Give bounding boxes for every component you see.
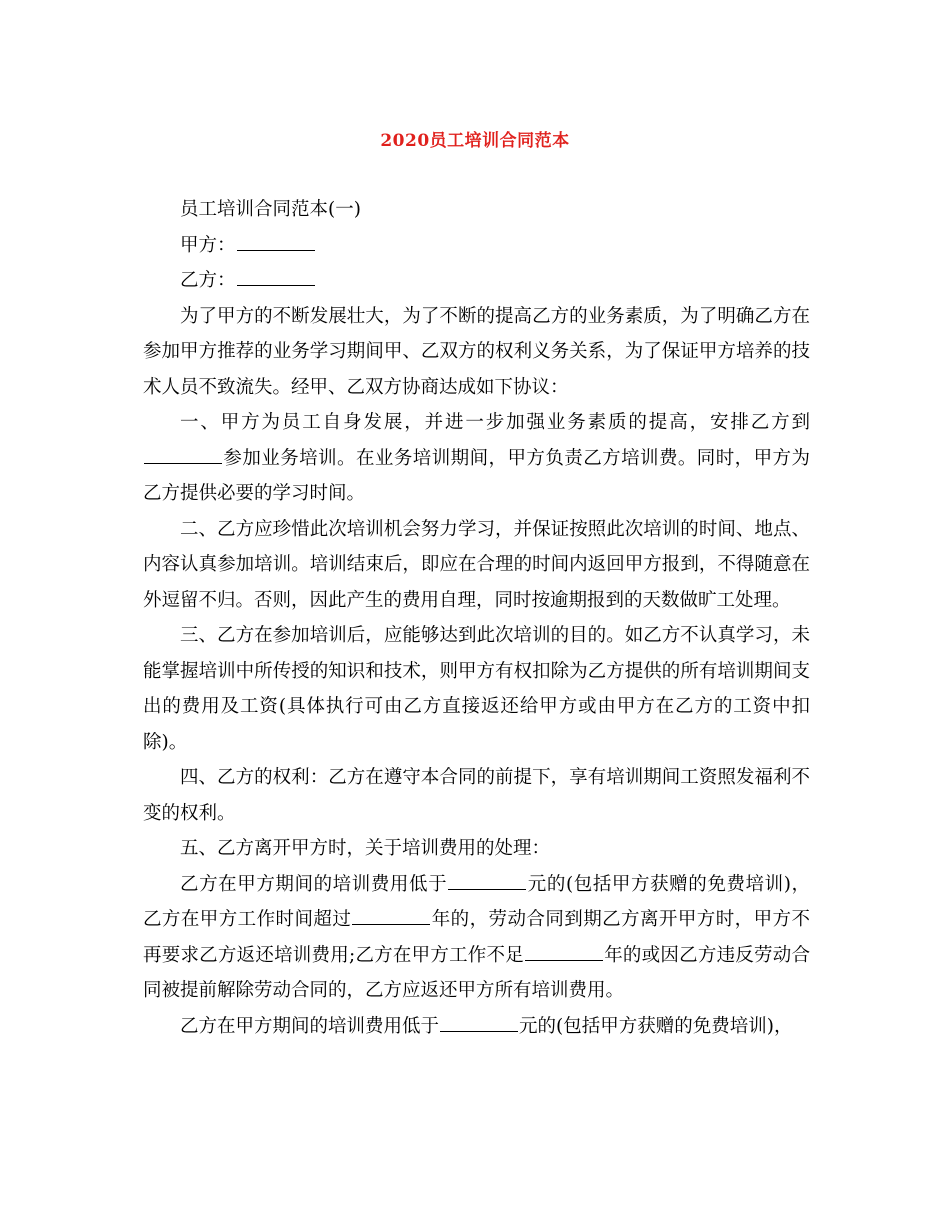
blank-line	[352, 923, 430, 925]
blank-line	[237, 249, 315, 251]
document-title: 2020员工培训合同范本	[380, 131, 570, 151]
clause-5-p1-text-b: 元的(包括甲方获赠的免费培训)，乙方在甲方工作时间超过	[143, 873, 810, 930]
blank-line	[448, 888, 526, 890]
party-a-line	[143, 228, 810, 264]
clause-1-text-a: 一、甲方为员工自身发展，并进一步加强业务素质的提高，安排乙方到	[180, 412, 810, 433]
blank-line	[440, 1030, 518, 1032]
party-b-label: 乙方：	[180, 270, 236, 291]
clause-4: 四、乙方的权利：乙方在遵守本合同的前提下，享有培训期间工资照发福利不变的权利。	[143, 767, 810, 824]
clause-3: 三、乙方在参加培训后，应能够达到此次培训的目的。如乙方不认真学习，未能掌握培训中所传授的知识和技术，则甲方有权扣除为乙方提供的所有培训期间支出的费用及工资(具体执行可由乙方直接返还给甲方或由甲方在乙方的工资中扣除)。	[143, 625, 810, 753]
clause-1-text-b: 参加业务培训。在业务培训期间，甲方负责乙方培训费。同时，甲方为乙方提供必要的学习时间。	[143, 447, 810, 504]
clause-5: 五、乙方离开甲方时，关于培训费用的处理：	[180, 838, 551, 859]
clause-5-p1-text-c: 年的，劳动合同到期乙方离开甲方时，甲方不再要求乙方返还培训费用;乙方在甲方工作不足	[143, 909, 810, 966]
intro-paragraph: 为了甲方的不断发展壮大，为了不断的提高乙方的业务素质，为了明确乙方在参加甲方推荐的业务学习期间甲、乙双方的权利义务关系，为了保证甲方培养的技术人员不致流失。经甲、乙双方协商达成如下协议：	[143, 305, 810, 398]
party-b-line	[143, 263, 810, 299]
blank-line	[525, 959, 603, 961]
clause-5-paragraph-1	[143, 867, 810, 1009]
document-body	[143, 192, 810, 1044]
blank-line	[237, 284, 315, 286]
clause-5-p2-text-a: 乙方在甲方期间的培训费用低于	[180, 1015, 440, 1037]
clause-5-p2-text-b: 元的(包括甲方获赠的免费培训)，	[519, 1015, 793, 1037]
blank-line	[144, 462, 222, 464]
clause-1	[143, 405, 810, 512]
clause-5-p1-text-a: 乙方在甲方期间的培训费用低于	[180, 873, 448, 895]
clause-5-paragraph-2	[143, 1009, 810, 1045]
clause-5-p1-text-d: 年的或因乙方违反劳动合同被提前解除劳动合同的，乙方应返还甲方所有培训费用。	[143, 944, 810, 1001]
party-a-label: 甲方：	[180, 234, 236, 256]
clause-2: 二、乙方应珍惜此次培训机会努力学习，并保证按照此次培训的时间、地点、内容认真参加培训。培训结束后，即应在合理的时间内返回甲方报到，不得随意在外逗留不归。否则，因此产生的费用自理，同时按逾期报到的天数做旷工处理。	[143, 518, 810, 611]
contract-subtitle: 员工培训合同范本(一)	[180, 199, 361, 220]
